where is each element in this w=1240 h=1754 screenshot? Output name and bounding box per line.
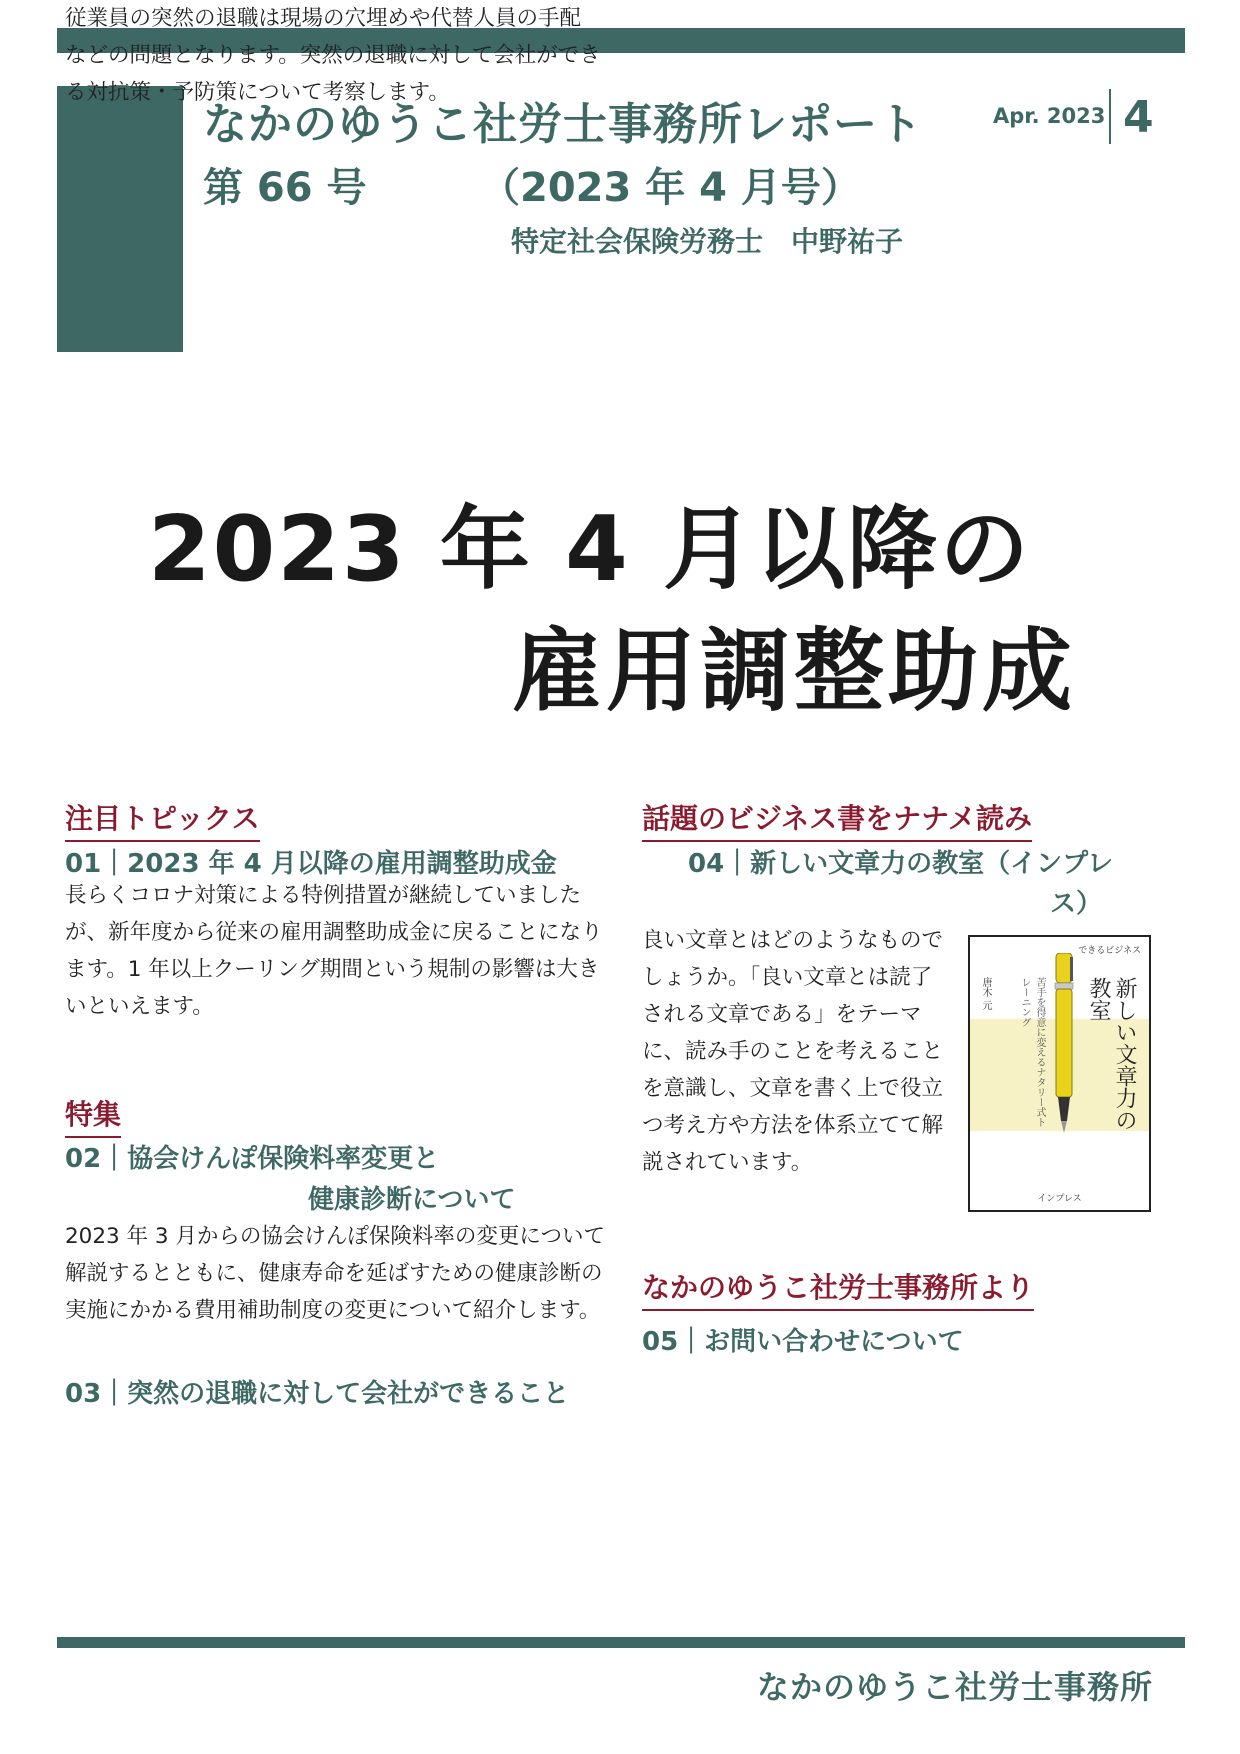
header-vertical-divider	[1109, 89, 1111, 144]
issue-month: （2023 年 4 月号）	[480, 165, 861, 211]
text-line: などの問題となります。突然の退職に対して会社ができ	[65, 43, 601, 68]
headline-line-1: 2023 年 4 月以降の	[148, 497, 1032, 602]
section-heading-book: 話題のビジネス書をナナメ読み	[642, 797, 1032, 842]
item-02-body	[65, 1218, 605, 1329]
headline-line-2: 雇用調整助成	[512, 619, 1076, 724]
text-line: 解説するとともに、健康寿命を延ばすための健康診断の	[65, 1261, 603, 1286]
item-05-title: 05｜お問い合わせについて	[642, 1327, 964, 1357]
book-cover-subtitle: 苦手を得意に変えるナタリー式トレーニング	[1019, 977, 1045, 1127]
item-02-title-line-2: 健康診断について	[308, 1185, 516, 1215]
issue-number: 第 66 号	[203, 165, 367, 211]
text-line: 説されています。	[642, 1150, 813, 1175]
text-line: に、読み手のことを考えること	[642, 1039, 944, 1064]
fountain-pen-icon	[1050, 953, 1078, 1133]
item-03-title: 03｜突然の退職に対して会社ができること	[65, 1379, 570, 1409]
book-cover-author: 唐木 元	[980, 977, 991, 1011]
section-heading-feature: 特集	[65, 1093, 121, 1138]
bottom-rule-bar	[57, 1637, 1185, 1648]
text-line: を意識し、文章を書く上で役立	[642, 1076, 944, 1101]
section-heading-topics: 注目トピックス	[65, 797, 260, 842]
book-series-label: できるビジネス	[1078, 946, 1141, 956]
item-04-title-line-2: ス）	[1050, 889, 1103, 919]
footer-office-name: なかのゆうこ社労士事務所	[757, 1668, 1154, 1706]
item-04-body	[642, 922, 962, 1181]
item-02-title-line-1: 02｜協会けんぽ保険料率変更と	[65, 1144, 440, 1174]
issue-date-label: Apr. 2023	[993, 104, 1106, 128]
text-line: いといえます。	[65, 994, 214, 1019]
issue-month-number: 4	[1123, 92, 1154, 143]
author-name: 特定社会保険労務士 中野祐子	[511, 225, 904, 258]
text-line: される文章である」をテーマ	[642, 1002, 922, 1027]
text-line: 実施にかかる費用補助制度の変更について紹介します。	[65, 1298, 601, 1323]
text-line: 良い文章とはどのようなもので	[642, 928, 944, 953]
report-title: なかのゆうこ社労士事務所レポート	[203, 99, 923, 150]
text-line: る対抗策・予防策について考察します。	[65, 80, 450, 105]
text-line: 従業員の突然の退職は現場の穴埋めや代替人員の手配	[65, 6, 582, 31]
text-line: 長らくコロナ対策による特例措置が継続していました	[65, 883, 582, 908]
item-04-title-line-1: 04｜新しい文章力の教室（インプレ	[688, 849, 1114, 879]
header-side-block	[57, 86, 183, 352]
text-line: つ考え方や方法を体系立てて解	[642, 1113, 944, 1138]
book-cover-publisher: インプレス	[1037, 1194, 1082, 1204]
item-01-title: 01｜2023 年 4 月以降の雇用調整助成金	[65, 849, 557, 879]
text-line: が、新年度から従来の雇用調整助成金に戻ることになり	[65, 920, 603, 945]
text-line: 2023 年 3 月からの協会けんぽ保険料率の変更について	[65, 1224, 605, 1249]
section-heading-office: なかのゆうこ社労士事務所より	[642, 1266, 1034, 1311]
book-cover-image	[968, 935, 1151, 1212]
text-line: しょうか。「良い文章とは読了	[642, 965, 933, 990]
item-03-body	[65, 0, 605, 111]
book-cover-title: 新しい文章力の教室	[1086, 977, 1137, 1131]
item-01-body	[65, 877, 605, 1025]
text-line: ます。1 年以上クーリング期間という規制の影響は大き	[65, 957, 600, 982]
